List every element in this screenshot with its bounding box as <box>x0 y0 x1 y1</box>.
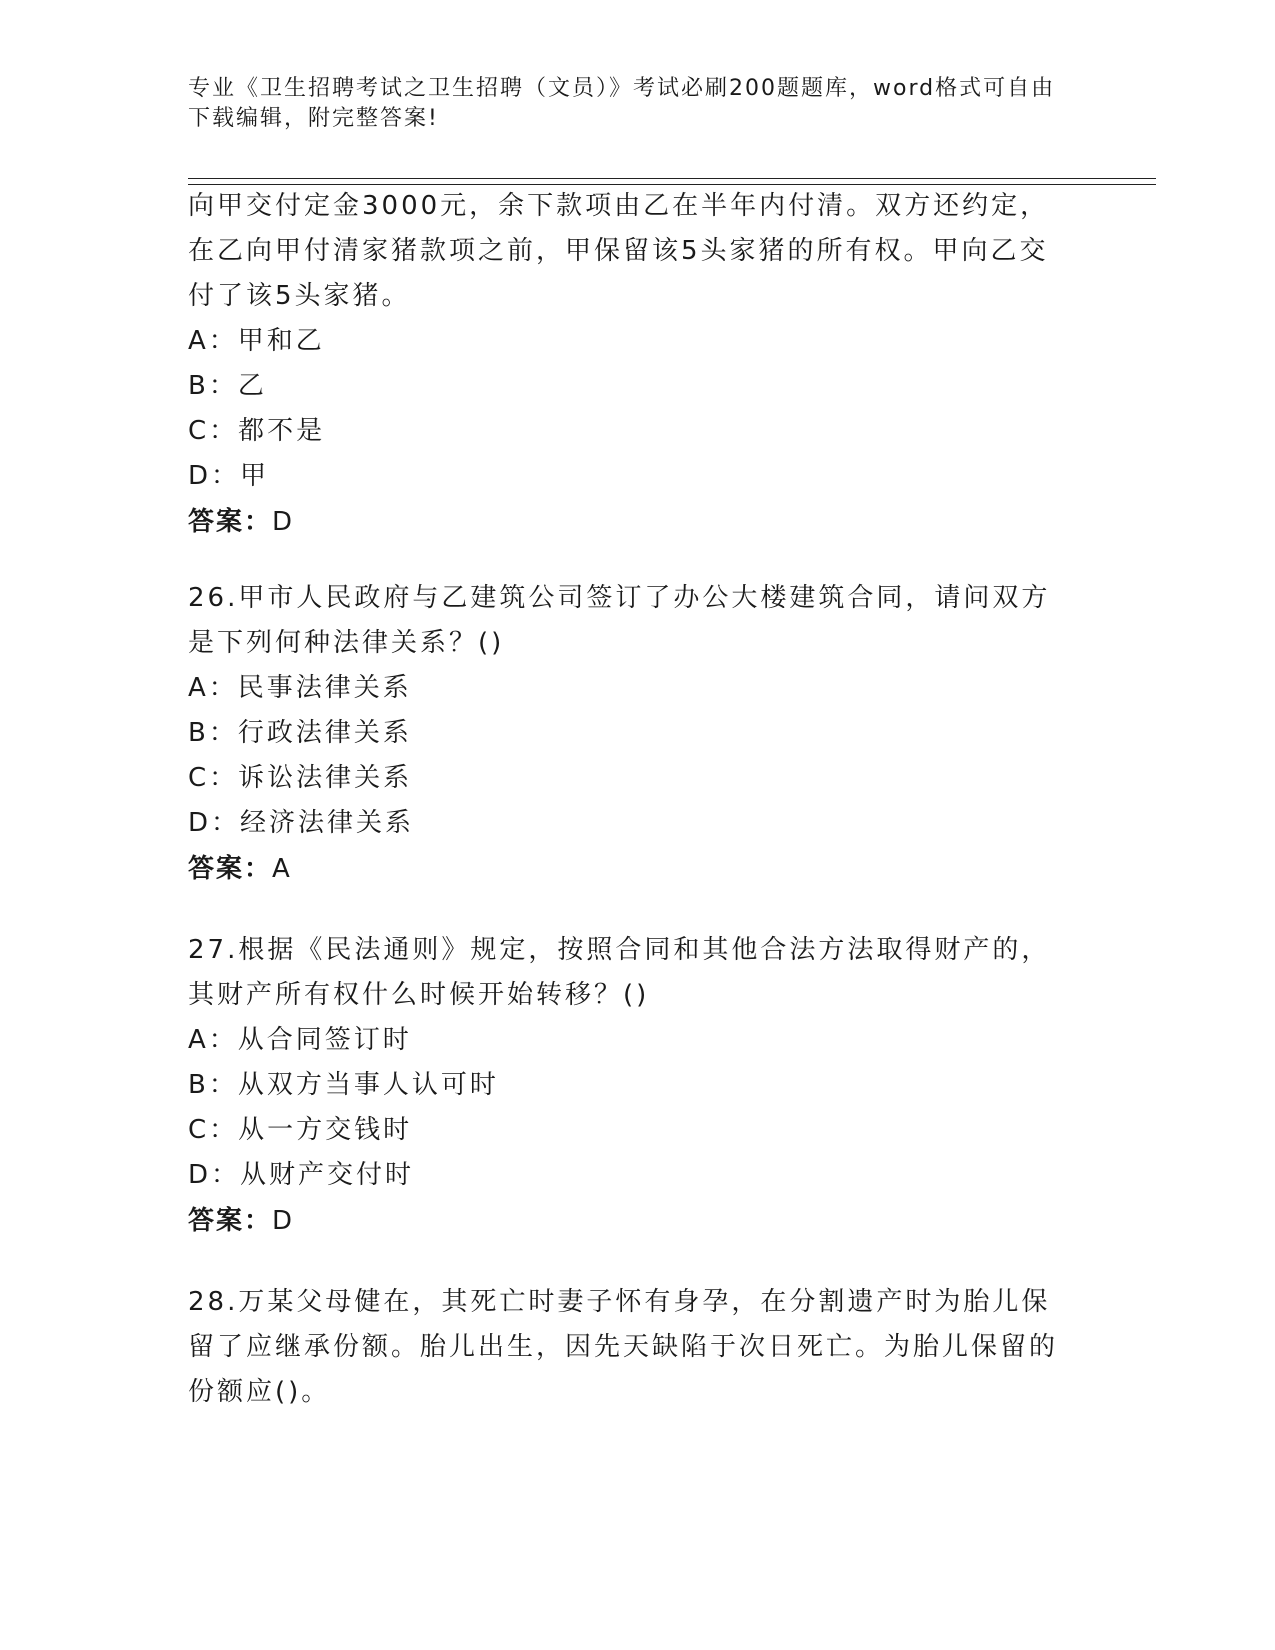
answer-key: D <box>272 1206 295 1236</box>
document-header: 专业《卫生招聘考试之卫生招聘（文员）》考试必刷200题题库，word格式可自由下载编辑，附完整答案! <box>188 76 1056 131</box>
answer-label: 答案： <box>188 854 273 884</box>
option-d: D：从财产交付时 <box>188 1160 415 1190</box>
question-block <box>188 576 1068 892</box>
option-b: B：乙 <box>188 371 267 401</box>
option-a: A：甲和乙 <box>188 326 325 356</box>
header-divider-top <box>188 178 1156 179</box>
option-d: D：甲 <box>188 461 270 491</box>
question-block <box>188 1280 1068 1415</box>
option-b: B：从双方当事人认可时 <box>188 1070 499 1100</box>
option-b: B：行政法律关系 <box>188 718 412 748</box>
question-stem: 向甲交付定金3000元，余下款项由乙在半年内付清。双方还约定，在乙向甲付清家猪款项之前，甲保留该5头家猪的所有权。甲向乙交付了该5头家猪。 <box>188 191 1050 311</box>
question-stem: 26.甲市人民政府与乙建筑公司签订了办公大楼建筑合同，请问双方是下列何种法律关系？() <box>188 583 1051 658</box>
option-d: D：经济法律关系 <box>188 808 415 838</box>
option-c: C：从一方交钱时 <box>188 1115 413 1145</box>
question-block <box>188 184 1068 545</box>
answer-line <box>188 846 1068 892</box>
option-c: C：都不是 <box>188 416 326 446</box>
option-c: C：诉讼法律关系 <box>188 763 413 793</box>
answer-label: 答案： <box>188 507 273 537</box>
answer-key: A <box>272 854 292 884</box>
option-a: A：民事法律关系 <box>188 673 412 703</box>
question-stem: 28.万某父母健在，其死亡时妻子怀有身孕，在分割遗产时为胎儿保留了应继承份额。胎儿出生，因先天缺陷于次日死亡。为胎儿保留的份额应()。 <box>188 1287 1059 1407</box>
answer-key: D <box>272 507 295 537</box>
answer-line <box>188 1198 1068 1244</box>
question-block <box>188 928 1068 1244</box>
answer-line <box>188 499 1068 545</box>
answer-label: 答案： <box>188 1206 273 1236</box>
option-a: A：从合同签订时 <box>188 1025 412 1055</box>
question-stem: 27.根据《民法通则》规定，按照合同和其他合法方法取得财产的，其财产所有权什么时候开始转移？() <box>188 935 1051 1010</box>
